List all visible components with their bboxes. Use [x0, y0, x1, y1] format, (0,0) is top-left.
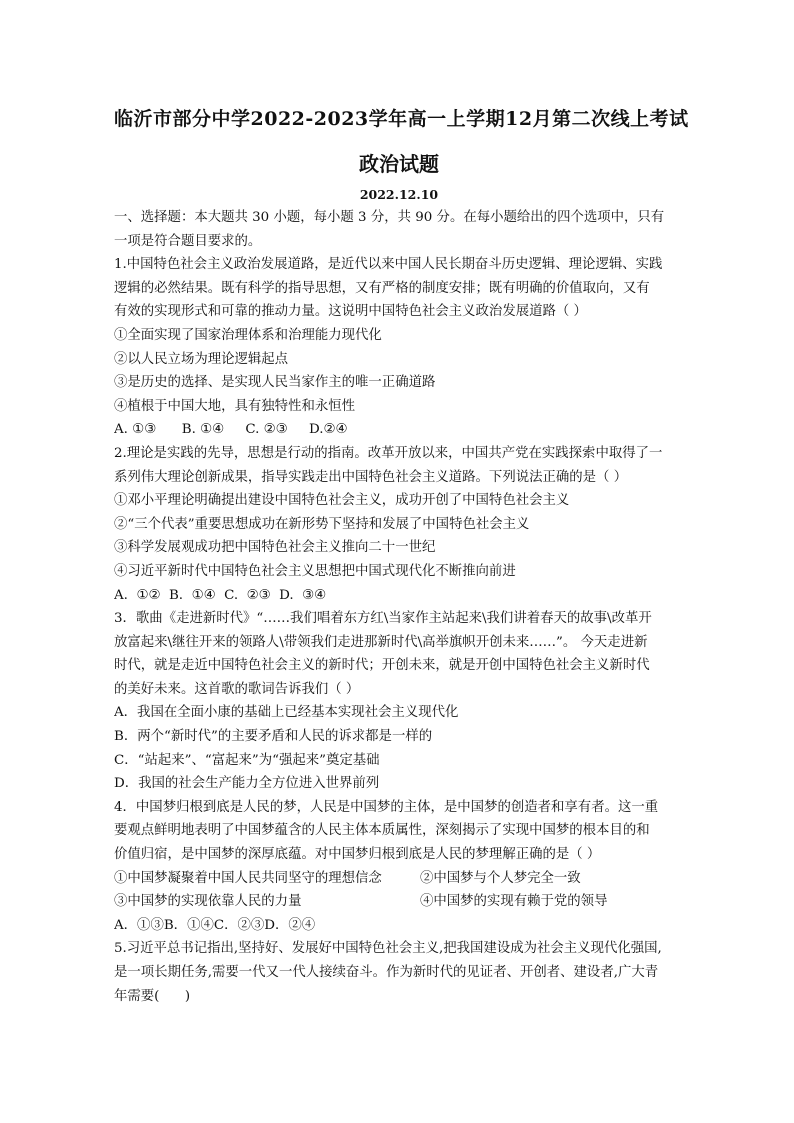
instructions-line: 一项是符合题目要求的。 [114, 233, 262, 249]
statement-item: ①中国梦凝聚着中国人民共同坚守的理想信念 [114, 870, 382, 886]
question-stem-line: 价值归宿，是中国梦的深厚底蕴。对中国梦归根到底是人民的梦理解正确的是（ ） [114, 847, 601, 863]
question-stem-line: 3．歌曲《走进新时代》“……我们唱着东方红\当家作主站起来\我们讲着春天的故事\改革开 [114, 611, 652, 627]
statement-item: ③科学发展观成功把中国特色社会主义推向二十一世纪 [114, 540, 436, 556]
answer-options: A. ①③ B. ①④ C. ②③ D.②④ [114, 422, 348, 438]
question-stem-line: 放富起来\继往开来的领路人\带领我们走进那新时代\高举旗帜开创未来……”。 今天走进新 [114, 634, 648, 650]
question-stem-line: 2.理论是实践的先导，思想是行动的指南。改革开放以来，中国共产党在实践探索中取得了一 [114, 445, 663, 461]
statement-item: ①全面实现了国家治理体系和治理能力现代化 [114, 327, 382, 343]
question-stem-line: 时代，就是走近中国特色社会主义的新时代；开创未来，就是开创中国特色社会主义新时代 [114, 658, 650, 674]
statement-item: ④中国梦的实现有赖于党的领导 [420, 894, 608, 910]
statement-item: ②以人民立场为理论逻辑起点 [114, 351, 289, 367]
statement-row [114, 867, 684, 891]
question-1 [114, 253, 684, 442]
statement-row [114, 890, 684, 914]
exam-page [114, 100, 689, 1008]
exam-date: 2022.12.10 [359, 187, 439, 202]
statement-item: ②中国梦与个人梦完全一致 [420, 870, 581, 886]
question-stem-line: 有效的实现形式和可靠的推动力量。这说明中国特色社会主义政治发展道路（ ） [114, 304, 587, 320]
statement-item: ④习近平新时代中国特色社会主义思想把中国式现代化不断推向前进 [114, 563, 516, 579]
statement-item: ①邓小平理论明确提出建设中国特色社会主义，成功开创了中国特色社会主义 [114, 493, 570, 509]
exam-title: 临沂市部分中学2022-2023学年高一上学期12月第二次线上考试 [114, 108, 689, 130]
statement-item: ③是历史的选择、是实现人民当家作主的唯一正确道路 [114, 375, 436, 391]
question-5 [114, 937, 684, 1008]
question-3 [114, 607, 684, 796]
answer-option: A．我国在全面小康的基础上已经基本实现社会主义现代化 [114, 705, 459, 721]
question-stem-line: 系列伟大理论创新成果，指导实践走出中国特色社会主义道路。下列说法正确的是（ ） [114, 469, 628, 485]
answer-option: B．两个“新时代”的主要矛盾和人民的诉求都是一样的 [114, 729, 433, 745]
answer-option: D．我国的社会生产能力全方位进入世界前列 [114, 776, 380, 792]
instructions-line: 一、选择题：本大题共 30 小题，每小题 3 分，共 90 分。在每小题给出的四个选项中，只有 [114, 210, 665, 225]
question-stem-line: 年需要( ) [114, 988, 191, 1004]
statement-item: ④植根于中国大地，具有独特性和永恒性 [114, 398, 356, 414]
answer-options: A. ①② B. ①④ C. ②③ D. ③④ [114, 587, 327, 603]
question-4 [114, 796, 684, 938]
question-stem-line: 1.中国特色社会主义政治发展道路，是近代以来中国人民长期奋斗历史逻辑、理论逻辑、实践 [114, 257, 663, 273]
question-stem-line: 5.习近平总书记指出,坚持好、发展好中国特色社会主义,把我国建设成为社会主义现代化强国, [114, 941, 662, 957]
exam-body [114, 206, 684, 1008]
question-stem-line: 是一项长期任务,需要一代又一代人接续奋斗。作为新时代的见证者、开创者、建设者,广大青 [114, 965, 659, 980]
statement-item: ③中国梦的实现依靠人民的力量 [114, 894, 302, 910]
statement-item: ②“三个代表”重要思想成功在新形势下坚持和发展了中国特色社会主义 [114, 516, 530, 532]
question-stem-line: 逻辑的必然结果。既有科学的指导思想，又有严格的制度安排；既有明确的价值取向，又有 [114, 280, 650, 296]
answer-option: C．“站起来”、“富起来”为“强起来”奠定基础 [114, 752, 380, 768]
question-stem-line: 4．中国梦归根到底是人民的梦，人民是中国梦的主体，是中国梦的创造者和享有者。这一重 [114, 799, 659, 815]
question-2 [114, 442, 684, 607]
exam-subject: 政治试题 [359, 152, 439, 176]
answer-options: A．①③B．①④C．②③D．②④ [114, 917, 316, 933]
question-stem-line: 的美好未来。这首歌的歌词告诉我们（ ） [114, 681, 360, 697]
question-stem-line: 要观点鲜明地表明了中国梦蕴含的人民主体本质属性，深刻揭示了实现中国梦的根本目的和 [114, 823, 650, 839]
